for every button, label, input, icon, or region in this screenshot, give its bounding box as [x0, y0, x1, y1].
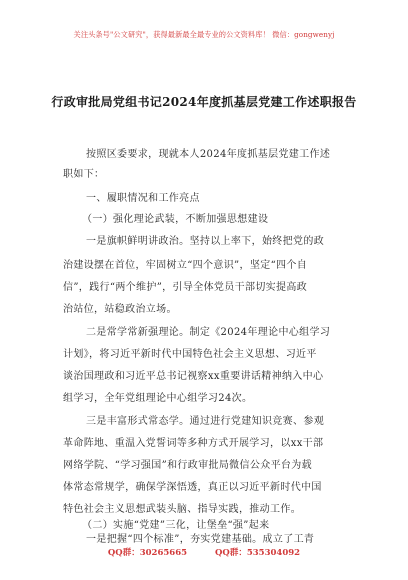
paragraph-line: 一是把握“四个标准”，夯实党建基础。成立了工青: [86, 534, 315, 545]
subsection-heading: （一）强化理论武装，不断加强思想建设: [82, 214, 269, 225]
paragraph-line: 职如下：: [63, 169, 105, 180]
paragraph-line: 体常态常规学，确保学深悟透，真正以习近平新时代中国: [63, 482, 322, 493]
paragraph-line: 谈治国理政和习近平总书记视察xx重要讲话精神纳入中心: [63, 371, 324, 382]
header-banner: 关注头条号"公文研究"，获得最新最全最专业的公文资料库！ 微信：gongwenyj: [73, 30, 335, 39]
section-heading: 一、履职情况和工作亮点: [86, 193, 200, 204]
paragraph-line: 二是常学常新强理论。制定《2024年理论中心组学习: [86, 327, 331, 338]
footer-qq-group-1: QQ群：30265665: [107, 548, 188, 558]
paragraph-line: 三是丰富形式常态学。通过进行党建知识竞赛、参观: [86, 416, 325, 427]
paragraph-line: 网络学院、“学习强国”和行政审批局微信公众平台为载: [63, 460, 312, 471]
paragraph-line: 治建设摆在首位，牢固树立“四个意识”，坚定“四个自: [63, 260, 308, 271]
paragraph-line: 计划》，将习近平新时代中国特色社会主义思想、习近平: [63, 349, 317, 360]
subsection-heading: （二）实施“党建”三化，让堡垒“强”起来: [82, 520, 270, 531]
paragraph-line: 革命阵地、重温入党誓词等多种方式开展学习，以xx干部: [63, 438, 324, 449]
footer-qq-group-2: QQ群：535304092: [215, 548, 301, 558]
paragraph-line: 信”，践行“两个维护”，引导全体党员干部切实提高政: [63, 282, 308, 293]
paragraph-line: 治站位，站稳政治立场。: [63, 304, 177, 315]
paragraph-line: 特色社会主义思想武装头脑、指导实践，推动工作。: [63, 504, 302, 515]
footer-qq-groups: [0, 546, 408, 558]
paragraph-line: 一是旗帜鲜明讲政治。坚持以上率下，始终把党的政: [86, 236, 325, 247]
document-title: 行政审批局党组书记2024年度抓基层党建工作述职报告: [51, 95, 357, 109]
paragraph-line: 按照区委要求，现就本人2024年度抓基层党建工作述: [86, 149, 331, 160]
paragraph-line: 组学习，全年党组理论中心组学习24次。: [63, 393, 253, 404]
